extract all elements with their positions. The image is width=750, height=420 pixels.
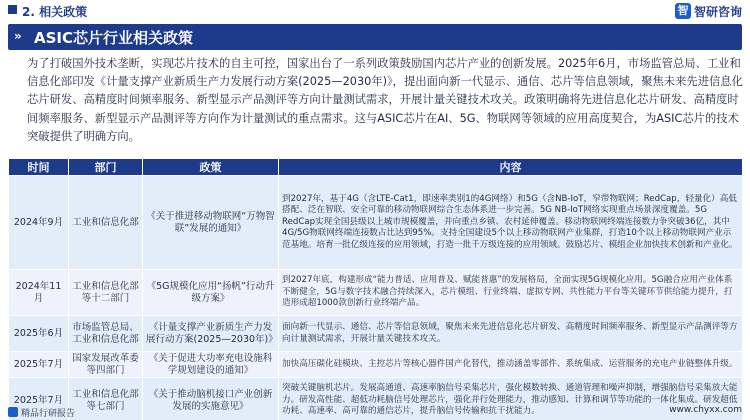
table-header-row <box>9 159 743 176</box>
cell-policy: 《计量支撑产业新质生产力发展行动方案(2025—2030年)》 <box>143 316 279 352</box>
cell-content: 突破关键脑机芯片。发展高通道、高速率脑信号采集芯片，强化模数转换、通道管理和噪声抑制，增强脑信号采集放大能力。研发高性能、超低功耗脑信号处理芯片，强化并行处理能力，推动感知、计算和调节等功能的一体化集成。研发超低功耗、高速率、高可靠的通信芯片，提升脑信号传输和抗干扰能力。 <box>279 378 743 420</box>
footer-source-text: 精品行研报告 <box>21 408 76 419</box>
cell-time: 2024年9月 <box>9 176 69 270</box>
table-row <box>9 176 743 270</box>
table-row <box>9 270 743 316</box>
column-header-content: 内容 <box>279 159 743 176</box>
cell-policy: 《关于促进大功率充电设施科学规划建设的通知》 <box>143 352 279 378</box>
page-banner <box>8 24 742 50</box>
cell-dept: 市场监管总局、工业和信息化部 <box>69 316 143 352</box>
section-title: 2. 相关政策 <box>22 5 88 19</box>
cell-content: 到2027年底，构建形成“能力普适、应用普及、赋能普惠”的发展格局，全面实现5G规模化应用。5G融合应用产业体系不断健全，5G与数字技术融合持续深入，芯片模组、行业终端、虚拟专网、共性能力平台等关键环节供给能力提升，打造形成超1000款创新行业终端产品。 <box>279 270 743 316</box>
section-marker-icon <box>8 5 17 14</box>
brand-logo[interactable] <box>675 2 742 20</box>
cell-dept: 工业和信息化部等十二部门 <box>69 270 143 316</box>
footer-website-link[interactable]: www.chyxx.com <box>669 405 742 415</box>
column-header-policy: 政策 <box>143 159 279 176</box>
page-title: ASIC芯片行业相关政策 <box>34 29 194 47</box>
cell-time: 2025年7月 <box>9 352 69 378</box>
brand-logo-icon: 智 <box>675 3 691 19</box>
source-logo-icon <box>8 407 18 417</box>
cell-dept: 国家发展改革委等四部门 <box>69 352 143 378</box>
cell-time: 2025年6月 <box>9 316 69 352</box>
table-row <box>9 352 743 378</box>
column-header-time: 时间 <box>9 159 69 176</box>
top-bar <box>0 0 750 22</box>
column-header-dept: 部门 <box>69 159 143 176</box>
double-chevron-icon: » <box>14 29 20 43</box>
policy-table <box>8 158 743 420</box>
cell-content: 加快高压碳化硅模块、主控芯片等核心器件国产化替代，推动涵盖零部件、系统集成、运营服务的充电产业链整体升级。 <box>279 352 743 378</box>
cell-policy: 《关于推动脑机接口产业创新发展的实施意见》 <box>143 378 279 420</box>
cell-content: 到2027年，基于4G（含LTE-Cat1，即速率类别1的4G网络）和5G（含NB-IoT，窄带物联网；RedCap，轻量化）高低搭配、泛在智联、安全可靠的移动物联网综合生态体系进一步完善。5G NB-IoT网络实现重点场景深度覆盖。5G RedCap实现全国县级以上城市规模覆盖，并向重点乡镇、农村延伸覆盖。移动物联网终端连接数力争突破36亿，其中4G/5G物联网终端连接数占比达到95%。支持全国建设5个以上移动物联网产业集群，打造10个以上移动物联网产业示范基地。培育一批亿级连接的应用领域，打造一批千万级连接的应用领域。鼓励芯片、模组企业加快技术创新和产业化。 <box>279 176 743 270</box>
cell-policy: 《5G规模化应用“扬帆”行动升级方案》 <box>143 270 279 316</box>
footer-source <box>8 405 75 419</box>
intro-paragraph: 为了打破国外技术垄断，实现芯片技术的自主可控，国家出台了一系列政策鼓励国内芯片产业的创新发展。2025年6月，市场监管总局、工业和信息化部印发《计量支撑产业新质生产力发展行动方案(2025—2030年)》，提出面向新一代显示、通信、芯片等信息领域，聚焦未来先进信息化芯片研发、高精度时间频率服务、新型显示产品测评等方向计量测试需求，开展计量关键技术攻关。政策明确将先进信息化芯片研发、高精度时间频率服务、新型显示产品测评等方向作为计量测试的重点需求。这与ASIC芯片在AI、5G、物联网等领域的应用高度契合，为ASIC芯片的技术突破提供了明确方向。 <box>27 57 743 143</box>
cell-policy: 《关于推进移动物联网“万物智联”发展的通知》 <box>143 176 279 270</box>
cell-dept: 工业和信息化部等七部门 <box>69 378 143 420</box>
cell-time: 2024年11月 <box>9 270 69 316</box>
cell-dept: 工业和信息化部 <box>69 176 143 270</box>
table-row <box>9 316 743 352</box>
brand-logo-text: 智研咨询 <box>693 4 742 19</box>
cell-time: 2025年7月 <box>9 378 69 420</box>
cell-content: 面向新一代显示、通信、芯片等信息领域，聚焦未来先进信息化芯片研发、高精度时间频率服务、新型显示产品测评等方向计量测试需求，开展计量关键技术攻关。 <box>279 316 743 352</box>
table-row <box>9 378 743 420</box>
